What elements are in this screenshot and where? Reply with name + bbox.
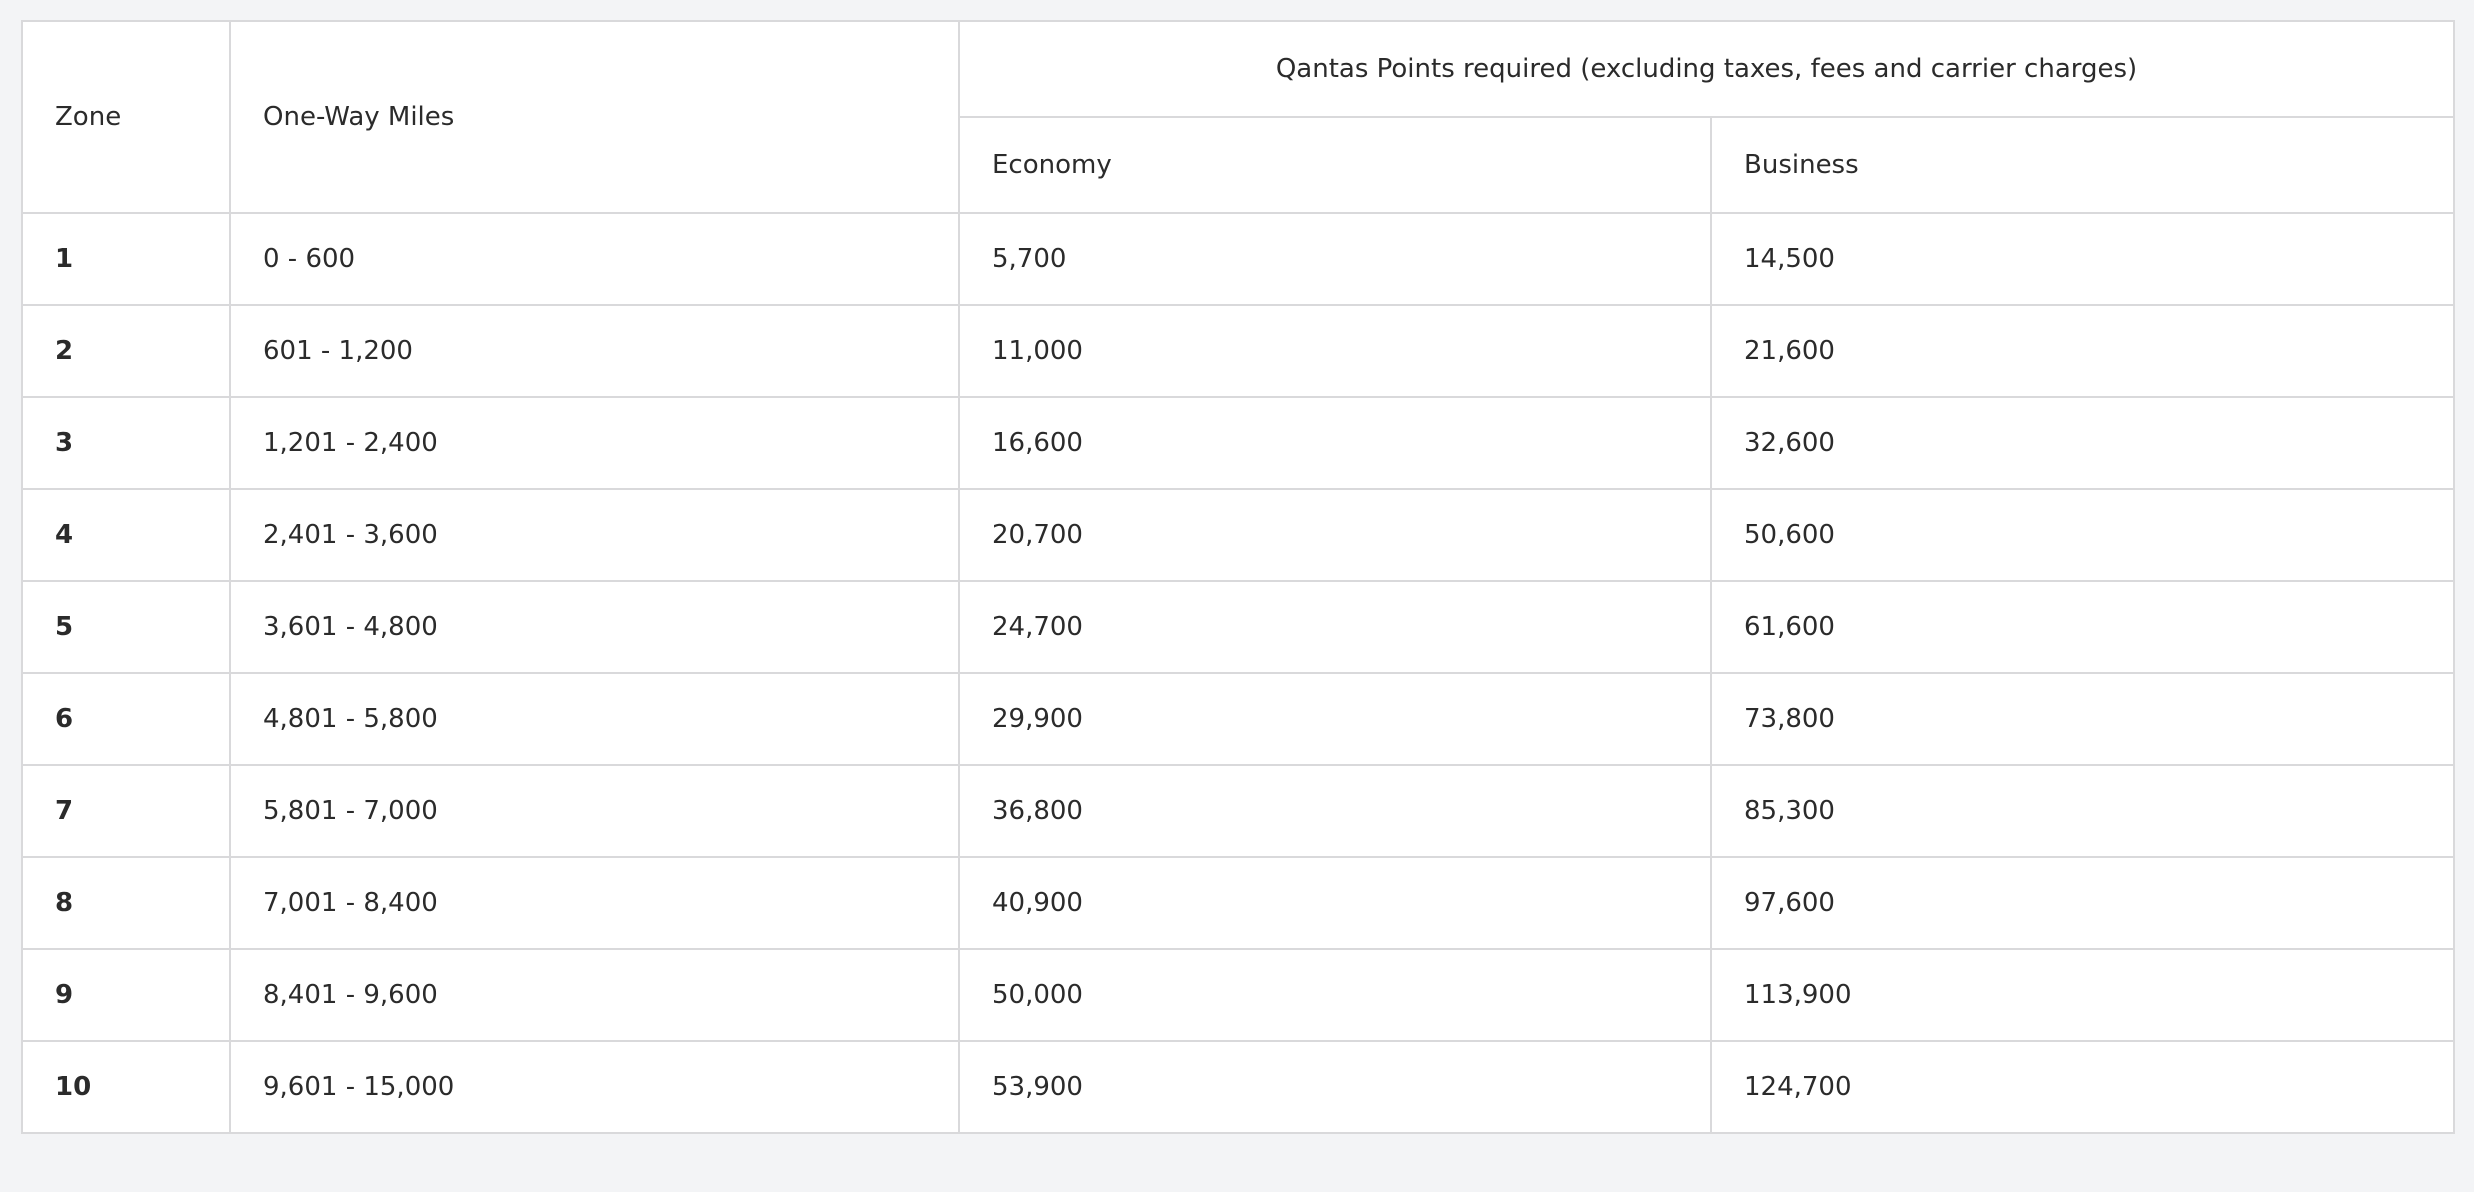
business-cell: 73,800 — [1711, 673, 2454, 765]
table-body — [22, 213, 2454, 1133]
miles-cell: 4,801 - 5,800 — [230, 673, 959, 765]
economy-cell: 24,700 — [959, 581, 1711, 673]
business-cell: 14,500 — [1711, 213, 2454, 305]
economy-cell: 36,800 — [959, 765, 1711, 857]
zone-cell: 7 — [22, 765, 230, 857]
economy-cell: 29,900 — [959, 673, 1711, 765]
economy-cell: 16,600 — [959, 397, 1711, 489]
miles-cell: 0 - 600 — [230, 213, 959, 305]
table-row — [22, 489, 2454, 581]
table-row — [22, 213, 2454, 305]
header-row-top — [22, 21, 2454, 117]
points-table-container — [21, 20, 2453, 1134]
zone-cell: 8 — [22, 857, 230, 949]
business-cell: 124,700 — [1711, 1041, 2454, 1133]
table-row — [22, 857, 2454, 949]
miles-cell: 3,601 - 4,800 — [230, 581, 959, 673]
economy-cell: 40,900 — [959, 857, 1711, 949]
zone-cell: 9 — [22, 949, 230, 1041]
miles-cell: 1,201 - 2,400 — [230, 397, 959, 489]
business-cell: 113,900 — [1711, 949, 2454, 1041]
table-row — [22, 397, 2454, 489]
one-way-miles-header: One-Way Miles — [230, 21, 959, 213]
economy-cell: 53,900 — [959, 1041, 1711, 1133]
business-cell: 97,600 — [1711, 857, 2454, 949]
business-cell: 61,600 — [1711, 581, 2454, 673]
qantas-points-group-header: Qantas Points required (excluding taxes, fees and carrier charges) — [959, 21, 2454, 117]
table-row — [22, 581, 2454, 673]
table-row — [22, 305, 2454, 397]
table-header — [22, 21, 2454, 213]
table-row — [22, 1041, 2454, 1133]
zone-cell: 6 — [22, 673, 230, 765]
miles-cell: 5,801 - 7,000 — [230, 765, 959, 857]
miles-cell: 8,401 - 9,600 — [230, 949, 959, 1041]
business-cell: 21,600 — [1711, 305, 2454, 397]
table-row — [22, 673, 2454, 765]
business-cell: 32,600 — [1711, 397, 2454, 489]
business-cell: 50,600 — [1711, 489, 2454, 581]
economy-header: Economy — [959, 117, 1711, 213]
economy-cell: 50,000 — [959, 949, 1711, 1041]
miles-cell: 601 - 1,200 — [230, 305, 959, 397]
economy-cell: 20,700 — [959, 489, 1711, 581]
table-row — [22, 765, 2454, 857]
business-header: Business — [1711, 117, 2454, 213]
zone-cell: 5 — [22, 581, 230, 673]
zone-header: Zone — [22, 21, 230, 213]
zone-cell: 4 — [22, 489, 230, 581]
miles-cell: 9,601 - 15,000 — [230, 1041, 959, 1133]
miles-cell: 7,001 - 8,400 — [230, 857, 959, 949]
miles-cell: 2,401 - 3,600 — [230, 489, 959, 581]
zone-cell: 10 — [22, 1041, 230, 1133]
zone-cell: 3 — [22, 397, 230, 489]
table-row — [22, 949, 2454, 1041]
zone-cell: 2 — [22, 305, 230, 397]
business-cell: 85,300 — [1711, 765, 2454, 857]
economy-cell: 5,700 — [959, 213, 1711, 305]
economy-cell: 11,000 — [959, 305, 1711, 397]
qantas-points-table — [21, 20, 2455, 1134]
zone-cell: 1 — [22, 213, 230, 305]
